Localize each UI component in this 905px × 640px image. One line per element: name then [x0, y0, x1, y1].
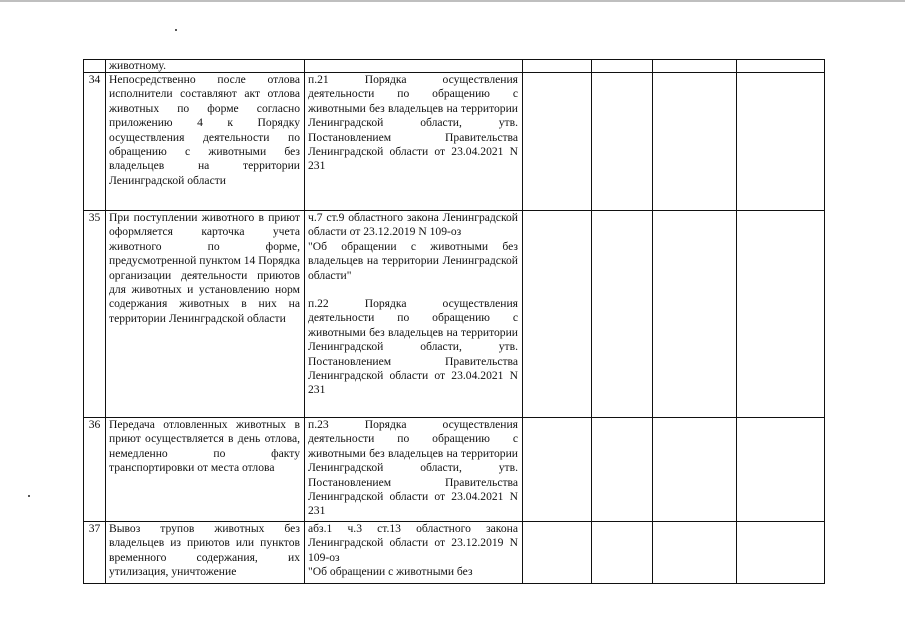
empty-cell	[523, 418, 592, 522]
requirement-cell: Непосредственно после отлова исполнители составляют акт отлова животных по форме согласно приложению 4 к Порядку осуществления деятельности по обращению с животными без владельцев на территории Ленинградской области	[106, 73, 305, 211]
empty-cell	[737, 418, 825, 522]
empty-cell	[653, 211, 737, 418]
empty-cell	[737, 211, 825, 418]
empty-cell	[523, 522, 592, 584]
scan-speck	[28, 495, 30, 497]
source-cell	[305, 522, 523, 584]
empty-cell	[523, 211, 592, 418]
row-number	[84, 60, 106, 73]
source-paragraph: п.21 Порядка осуществления деятельности по обращению с животными без владельцев на территории Ленинградской области, утв. Постановлением Правительства Ленинградской области от 23.04.2021 N 231	[308, 73, 518, 173]
empty-cell	[653, 60, 737, 73]
scan-speck	[175, 29, 177, 31]
row-number: 37	[84, 522, 106, 584]
empty-cell	[592, 522, 653, 584]
row-number: 36	[84, 418, 106, 522]
empty-cell	[523, 73, 592, 211]
empty-cell	[737, 522, 825, 584]
empty-cell	[737, 60, 825, 73]
source-paragraph: ч.7 ст.9 областного закона Ленинградской области от 23.12.2019 N 109-оз	[308, 211, 518, 239]
requirement-cell: Передача отловленных животных в приют осуществляется в день отлова, немедленно по факту транспортировки от места отлова	[106, 418, 305, 522]
source-paragraph: п.22 Порядка осуществления деятельности по обращению с животными без владельцев на территории Ленинградской области, утв. Постановлением Правительства Ленинградской области от 23.04.2021 N 231	[308, 297, 518, 397]
requirement-cell: Вывоз трупов животных без владельцев из приютов или пунктов временного содержания, их утилизация, уничтожение	[106, 522, 305, 584]
source-paragraph: п.23 Порядка осуществления деятельности по обращению с животными без владельцев на территории Ленинградской области, утв. Постановлением Правительства Ленинградской области от 23.04.2021 N 231	[308, 418, 518, 518]
table-row	[84, 211, 825, 418]
row-number: 34	[84, 73, 106, 211]
empty-cell	[653, 418, 737, 522]
empty-cell	[737, 73, 825, 211]
empty-cell	[592, 73, 653, 211]
empty-cell	[523, 60, 592, 73]
scan-edge-line	[0, 0, 905, 2]
empty-cell	[592, 211, 653, 418]
requirement-cell: При поступлении животного в приют оформляется карточка учета животного по форме, предусмотренной пунктом 14 Порядка организации деятельности приютов для животных и установлению норм содержания животных в них на территории Ленинградской области	[106, 211, 305, 418]
row-number: 35	[84, 211, 106, 418]
table-row	[84, 60, 825, 73]
paragraph-gap	[308, 283, 518, 297]
requirements-table	[83, 59, 825, 584]
source-paragraph: "Об обращении с животными без владельцев на территории Ленинградской области"	[308, 239, 518, 282]
source-paragraph: "Об обращении с животными без	[308, 565, 473, 579]
source-cell	[305, 60, 523, 73]
empty-cell	[592, 60, 653, 73]
table-row	[84, 522, 825, 584]
source-paragraph: абз.1 ч.3 ст.13 областного закона Ленинградской области от 23.12.2019 N 109-оз	[308, 522, 518, 564]
table-row	[84, 73, 825, 211]
source-cell	[305, 73, 523, 211]
requirement-cell: животному.	[106, 60, 305, 73]
empty-cell	[653, 73, 737, 211]
source-cell	[305, 418, 523, 522]
source-cell	[305, 211, 523, 418]
empty-cell	[592, 418, 653, 522]
empty-cell	[653, 522, 737, 584]
table-row	[84, 418, 825, 522]
